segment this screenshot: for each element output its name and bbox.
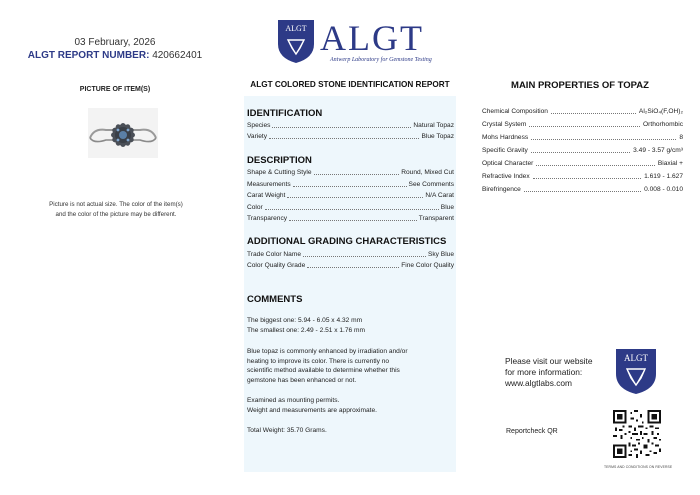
row-species: Species Natural Topaz	[247, 122, 454, 129]
comments-treatment: Blue topaz is commonly enhanced by irradiation and/or heating to improve its color. There is currently no scientific method available to determine whether this gemstone has been enhanced or not.	[247, 348, 408, 384]
algt-tagline: Antwerp Laboratory for Gemstone Testing	[330, 57, 432, 63]
algt-wordmark: ALGT	[320, 18, 424, 58]
comments-sizes: The biggest one: 5.94 - 6.05 x 4.32 mm The smallest one: 2.49 - 2.51 x 1.76 mm	[247, 317, 366, 334]
properties-title: MAIN PROPERTIES OF TOPAZ	[511, 80, 649, 91]
website-link[interactable]: www.algtlabs.com	[505, 378, 573, 388]
row-trade-color: Trade Color Name Sky Blue	[247, 251, 454, 258]
prop-specific-gravity: Specific Gravity 3.49 - 3.57 g/cm³	[482, 147, 683, 154]
prop-chemical-composition: Chemical Composition Al₂SiO₄(F,OH)₂	[482, 108, 683, 115]
report-title: ALGT COLORED STONE IDENTIFICATION REPORT	[250, 80, 450, 89]
row-color-quality: Color Quality Grade Fine Color Quality	[247, 262, 454, 269]
comments-examination: Examined as mounting permits. Weight and measurements are approximate.	[247, 397, 377, 414]
row-variety: Variety Blue Topaz	[247, 133, 454, 140]
row-transparency: Transparency Transparent	[247, 215, 454, 222]
algt-small-shield-icon	[614, 347, 658, 395]
picture-title: PICTURE OF ITEM(S)	[79, 86, 151, 93]
prop-refractive-index: Refractive Index 1.619 - 1.627	[482, 173, 683, 180]
picture-note: Picture is not actual size. The color of the item(s) and the color of the picture may be different.	[49, 201, 183, 218]
qr-code-icon[interactable]	[613, 410, 661, 458]
row-shape-cut: Shape & Cutting Style Round, Mixed Cut	[247, 169, 454, 176]
report-number-label: ALGT REPORT NUMBER:	[27, 50, 150, 61]
additional-heading: ADDITIONAL GRADING CHARACTERISTICS	[247, 236, 447, 247]
small-emblem-text: ALGT	[624, 353, 648, 363]
comments-total-weight: Total Weight: 35.70 Grams.	[247, 427, 327, 434]
prop-mohs-hardness: Mohs Hardness 8	[482, 134, 683, 141]
identification-heading: IDENTIFICATION	[247, 108, 323, 119]
report-number-value: 420662401	[152, 50, 203, 61]
reportcheck-label: Reportcheck QR	[506, 428, 558, 435]
description-heading: DESCRIPTION	[247, 155, 312, 166]
report-number	[0, 50, 230, 61]
algt-shield-logo-icon	[276, 18, 316, 64]
prop-optical-character: Optical Character Biaxial +	[482, 160, 683, 167]
website-note: Please visit our website for more information: www.algtlabs.com	[505, 356, 593, 388]
terms-note: TERMS AND CONDITIONS ON REVERSE	[604, 465, 673, 469]
prop-birefringence: Birefringence 0.008 - 0.010	[482, 186, 683, 193]
report-panel	[244, 96, 456, 472]
item-photo	[88, 108, 158, 158]
emblem-text: ALGT	[285, 24, 307, 33]
row-measurements: Measurements See Comments	[247, 181, 454, 188]
row-carat-weight: Carat Weight N/A Carat	[247, 192, 454, 199]
comments-heading: COMMENTS	[247, 294, 303, 305]
prop-crystal-system: Crystal System Orthorhombic	[482, 121, 683, 128]
row-color: Color Blue	[247, 204, 454, 211]
report-date: 03 February, 2026	[74, 37, 156, 48]
